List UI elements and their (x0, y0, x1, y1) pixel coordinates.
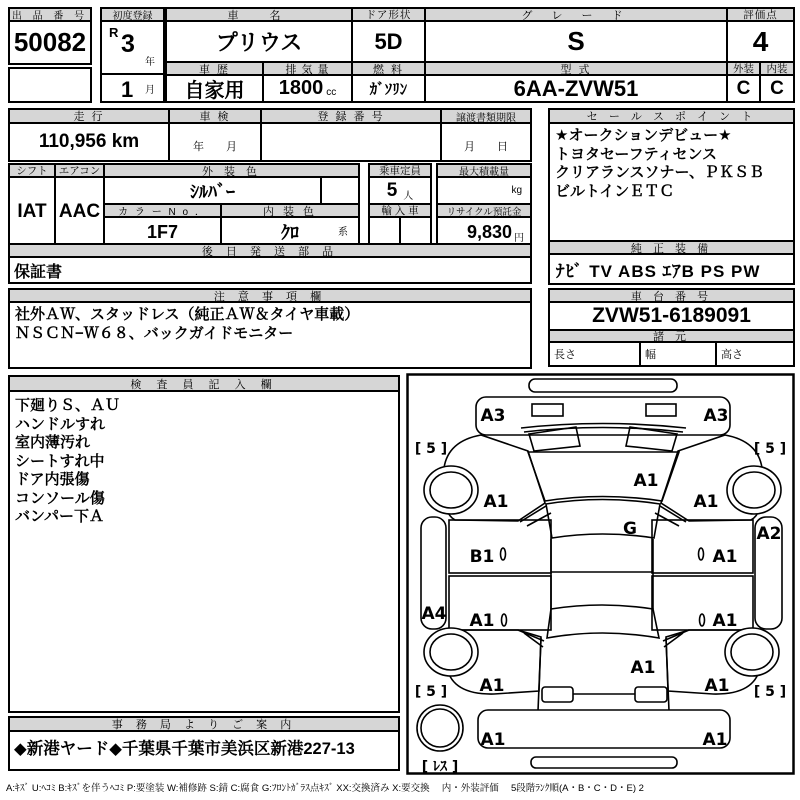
inspector-note-line: シートすれ中 (15, 452, 105, 470)
fuel-value: ｶﾞｿﾘﾝ (351, 74, 426, 103)
cautions-body (8, 301, 532, 369)
caution-line: 社外ＡＷ、スタッドレス（純正ＡＷ＆タイヤ車載） (15, 306, 360, 323)
inspector-notes (10, 394, 406, 530)
inspection-header: 車 検 (168, 108, 262, 124)
interior-grade-header: 内装 (759, 61, 795, 76)
capacity-cell (368, 176, 432, 205)
displacement-header: 排 気 量 (262, 61, 353, 76)
inspector-note-line: ドア内張傷 (15, 471, 90, 488)
damage-code-label: A1 (704, 676, 730, 696)
grade-header: グ レ ー ド (424, 7, 728, 22)
interior-color-unit: 系 (338, 227, 348, 238)
first-registration-year-cell (100, 20, 165, 75)
model-code-header: 型 式 (424, 61, 728, 76)
capacity-unit: 人 (403, 191, 414, 202)
rear-bumper (478, 710, 730, 748)
damage-code-label: A4 (421, 604, 447, 624)
sales-point-header: セ ー ル ス ポ イ ン ト (548, 108, 795, 124)
damage-code-label: A3 (703, 406, 729, 426)
inspector-note-line: 下廻りＳ、ＡＵ (15, 397, 121, 414)
transfer-deadline-header: 譲渡書類期限 (440, 108, 532, 124)
exterior-color-extra-cell (320, 176, 360, 205)
sales-point-line: トヨタセーフティセンス (555, 145, 718, 163)
sales-point-line: クリアランスソナー、ＰＫＳＢ (555, 164, 764, 181)
registration-number-value (260, 122, 442, 162)
damage-code-label: G (623, 519, 637, 539)
wheel-rear-left (424, 628, 478, 676)
lot-empty-box (8, 67, 92, 103)
score-value: 4 (726, 20, 795, 63)
damage-code-label: B1 (469, 547, 495, 567)
score-header: 評価点 (726, 7, 795, 22)
spare-tire (417, 705, 463, 751)
interior-color-header: 内 装 色 (220, 203, 360, 218)
car-name-header: 車 名 (165, 7, 353, 22)
damage-code-label: A1 (712, 547, 738, 567)
wheel-front-left (424, 466, 478, 514)
capacity-header: 乗車定員 (368, 163, 432, 178)
shift-header: シフト (8, 163, 56, 178)
interior-color-value: ｸﾛ (281, 223, 299, 243)
chassis-number-header: 車 台 番 号 (548, 288, 795, 303)
car-history-header: 車 歴 (165, 61, 264, 76)
door-shape-value: 5D (351, 20, 426, 63)
exterior-color-value: ｼﾙﾊﾞｰ (103, 176, 322, 205)
damage-code-legend: A:ｷｽﾞ U:ﾍｺﾐ B:ｷｽﾞを伴うﾍｺﾐ P:要塗装 W:補修跡 S:錆 C:腐食 G:ﾌﾛﾝﾄｶﾞﾗｽ点ｷｽﾞ XX:交換済み X:要交換 内・外装評価 5段階ﾗﾝｸ順(A・B・C・D・E) 2 (6, 783, 644, 794)
inspector-note-line: 室内薄汚れ (15, 434, 91, 451)
chassis-number-value: ZVW51-6189091 (548, 301, 795, 331)
car-damage-diagram (406, 373, 795, 775)
sales-point-line: ★オークションデビュー★ (555, 127, 732, 144)
first-registration-year: 3 (121, 30, 135, 58)
capacity-value: 5 (386, 179, 398, 201)
exterior-grade-value: C (726, 74, 761, 103)
damage-code-label: A3 (480, 406, 506, 426)
damage-code-label: [ 5 ] (414, 684, 448, 700)
exterior-color-header: 外 装 色 (103, 163, 360, 178)
max-load-cell (436, 176, 532, 205)
damage-code-label: A1 (712, 611, 738, 631)
year-unit: 年 (145, 57, 155, 68)
car-name-value: プリウス (165, 20, 353, 63)
sales-point-body (548, 122, 795, 242)
registration-number-header: 登 録 番 号 (260, 108, 442, 124)
office-notice-value: ◆新港ヤード◆千葉県千葉市美浜区新港227-13 (8, 730, 400, 771)
tail-light-left (542, 687, 573, 702)
wheel-front-right (727, 466, 781, 514)
sales-point-line: ビルトインＥＴＣ (555, 182, 675, 200)
caution-line: ＮＳＣＮ−Ｗ６８、バックガイドモニター (15, 324, 294, 342)
factory-equipment-header: 純 正 装 備 (548, 240, 795, 255)
mileage-header: 走 行 (8, 108, 170, 124)
damage-code-label: A1 (483, 492, 509, 512)
recycle-deposit-unit: 円 (514, 232, 524, 244)
interior-grade-value: C (759, 74, 795, 103)
ship-later-parts-value: 保証書 (8, 256, 532, 284)
car-history-value: 自家用 (165, 74, 264, 103)
damage-code-label: [ ﾚｽ ] (421, 759, 459, 775)
inspection-value: 年 月 (168, 122, 262, 162)
lot-number-header: 出 品 番 号 (8, 7, 92, 22)
spec-width-cell: 幅 (639, 341, 717, 367)
cautions-header: 注 意 事 項 欄 (8, 288, 532, 303)
inspector-note-line: バンパー下Ａ (15, 508, 104, 525)
max-load-unit: kg (511, 185, 522, 196)
damage-code-label: A1 (633, 471, 659, 491)
first-registration-header: 初度登録 (100, 7, 165, 22)
displacement-value-cell (262, 74, 353, 103)
inspector-note-line: ハンドルすれ (15, 415, 106, 433)
ship-later-parts-header: 後 日 発 送 部 品 (8, 243, 532, 258)
wheel-rear-right (725, 628, 779, 676)
lot-number-value: 50082 (8, 20, 92, 65)
office-notice-header: 事 務 局 よ り ご 案 内 (8, 716, 400, 732)
damage-code-label: [ 5 ] (414, 441, 448, 457)
first-registration-month-cell (100, 73, 165, 103)
grade-value: S (424, 20, 728, 63)
inspector-header: 検 査 員 記 入 欄 (8, 375, 400, 392)
transfer-deadline-value: 月 日 (440, 122, 532, 162)
import-car-header: 輸 入 車 (368, 203, 432, 218)
era-letter: R (109, 25, 119, 40)
aircon-header: エアコン (54, 163, 105, 178)
displacement-value: 1800 (278, 77, 324, 99)
recycle-deposit-header: リサイクル預託金 (436, 203, 532, 218)
damage-code-label: A1 (480, 730, 506, 750)
spec-length-cell: 長さ (548, 341, 641, 367)
shift-value: IAT (8, 176, 56, 248)
color-number-header: カ ラ ー N o ． (103, 203, 222, 218)
max-load-header: 最大積載量 (436, 163, 532, 178)
damage-code-label: A1 (479, 676, 505, 696)
exterior-grade-header: 外装 (726, 61, 761, 76)
color-number-value: 1F7 (103, 216, 222, 248)
model-code-value: 6AA-ZVW51 (424, 74, 728, 103)
damage-code-label: A1 (702, 730, 728, 750)
first-registration-month: 1 (121, 77, 134, 102)
month-unit: 月 (145, 85, 155, 96)
displacement-unit: cc (326, 87, 337, 98)
recycle-deposit-value: 9,830 (466, 221, 512, 242)
door-shape-header: ドア形状 (351, 7, 426, 22)
front-bumper (476, 397, 730, 435)
inspector-note-line: コンソール傷 (15, 489, 105, 507)
mileage-value: 110,956 km (8, 122, 170, 162)
factory-equipment-value: ﾅﾋﾞ TV ABS ｴｱB PS PW (548, 253, 795, 285)
damage-code-label: [ 5 ] (753, 684, 787, 700)
specs-header: 諸 元 (548, 329, 795, 343)
spec-height-cell: 高さ (715, 341, 795, 367)
aircon-value: AAC (54, 176, 105, 248)
fuel-header: 燃 料 (351, 61, 426, 76)
damage-code-label: A2 (756, 524, 782, 544)
damage-code-label: A1 (469, 611, 495, 631)
damage-code-label: A1 (693, 492, 719, 512)
damage-code-label: [ 5 ] (753, 441, 787, 457)
tail-light-right (635, 687, 667, 702)
damage-code-label: A1 (630, 658, 656, 678)
